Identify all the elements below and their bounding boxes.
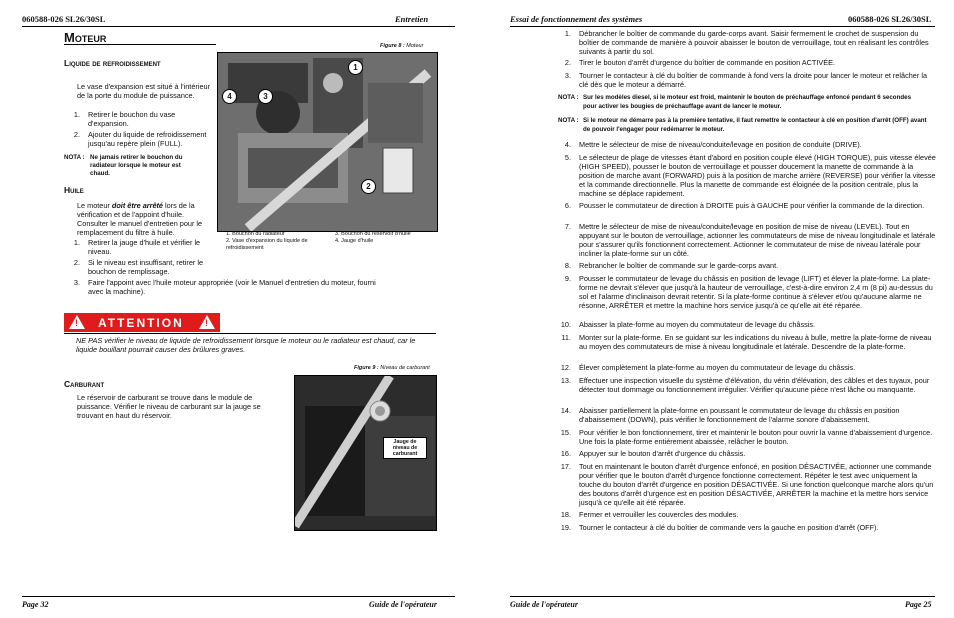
- attention-banner: [64, 313, 220, 332]
- fig8-callout-2: 2: [361, 179, 376, 194]
- title-rule: [64, 44, 216, 45]
- nota2-label: NOTA :: [558, 117, 579, 124]
- nota1-label: NOTA :: [558, 94, 579, 101]
- liquide-paragraph: Le vase d'expansion est situé à l'intérieur de la porte du module de puissance.: [77, 82, 210, 100]
- fig9-caption: Figure 9 : Niveau de carburant: [354, 365, 430, 371]
- right-footer-rule: [510, 596, 935, 597]
- right-page: Essai de fonctionnement des systèmes 060588-026 SL26/30SL 1. Débrancher le boîtier de commande du garde-corps avant. Saisir fermement le crochet de suspension du boîtier de commande de manière à pouvoir abaisser le bouton de verrouillage, tout en réalisant les contrôles suivants à partir du sol. 2. Tirer le bouton d'arrêt d'urgence du boîtier de commande en position ACTIVÉE. 3. Tourner le contacteur à clé du boîtier de commande à fond vers la droite pour lancer le moteur et relâcher la clé dès que le moteur a démarré. NOTA : Sur les modèles diesel, si le moteur est froid, maintenir le bouton de préchauffage enfoncé pendant 6 secondes pour activer les bougies de préchauffage avant de lancer le moteur. NOTA : Si le moteur ne démarre pas à la première tentative, il faut remettre le contacteur à clé en position d'arrêt (OFF) avant de pouvoir l'engager pour redémarrer le moteur. 4. Mettre le sélecteur de mise de niveau/conduite/levage en position de conduite (DRIVE). 5. Le sélecteur de plage de vitesses étant d'abord en position couple élevé (HIGH TORQUE), puis vitesse élevée (HIGH SPEED), pousser le bouton de verrouillage et pousser doucement la manette de commande à la position de marche avant (FORWARD) puis à la position de marche arrière (REVERSE) pour vérifier la vitesse et la commande directionnelle. Plus la manette de commande est éloignée de la position centrale, plus la machine se déplace rapidement. 6. Pousser le commutateur de direction à DROITE puis à GAUCHE pour vérifier la commande de la direction. 7. Mettre le sélecteur de mise de niveau/conduite/levage en position de mise de niveau (LEVEL). Tout en appuyant sur le bouton de verrouillage, actionner les commutateurs de mise de niveau longitudinale et latérale pour s'assurer qu'ils fonctionnent correctement. Actionner le commutateur de mise de niveau latérale pour incliner la plate-forme sur un côté. 8. Rebrancher le boîtier de commande sur le garde-corps avant. 9. Pousser le commutateur de levage du châssis en position de levage (LIFT) et élever la plate-forme. La plate-forme ne devrait s'élever que jusqu'à la hauteur de verrouillage, c'est-à-dire environ 2,4 m (8 pi) au-dessus du sol et l'alarme d'inclinaison devrait retentir. Si la plate-forme continue à s'élever et/ou qu'aucune alarme ne résonne, ARRÊTER et mettre la machine hors service jusqu'à ce qu'elle ait été réparée. 10. Abaisser la plate-forme au moyen du commutateur de levage du châssis. 11. Monter sur la plate-forme. En se guidant sur les indications du niveau à bulle, mettre la plate-forme de niveau au moyen des commutateurs de mise à niveau longitudinale et latérale. Descendre de la plate-forme. 12. Élever complètement la plate-forme au moyen du commutateur de levage du châssis. 13. Effectuer une inspection visuelle du système d'élévation, du vérin d'élévation, des câbles et des tuyaux, pour détecter tout dommage ou fonctionnement irrégulier. Vérifier qu'aucune pièce n'est lâche ou manquante. 14. Abaisser partiellement la plate-forme en poussant le commutateur de levage du châssis en position d'abaissement (DOWN), puis vérifier le fonctionnement de l'alarme sonore d'abaissement. 15. Pour vérifier le bon fonctionnement, tirer et maintenir le bouton pour ouvrir la vanne d'abaissement d'urgence. Une fois la plate-forme entièrement abaissée, relâcher le bouton. 16. Appuyer sur le bouton d'arrêt d'urgence du châssis. 17. Tout en maintenant le bouton d'arrêt d'urgence enfoncé, en position DÉSACTIVÉE, actionner une commande pour vérifier que le bouton d'arrêt d'urgence fonctionne correctement. Répéter le test avec uniquement la touche du bouton d'arrêt d'urgence en position DÉSACTIVÉE. Si une fonction quelconque marche alors qu'un des boutons d'arrêt d'urgence est en position DÉSACTIVÉE, ARRÊTER la machine et la mettre hors service jusqu'à ce qu'elle ait été réparée. 18. Fermer et verrouiller les couvercles des modules. 19. Tourner le contacteur à clé du boîtier de commande vers la gauche en position d'arrêt (OFF). Guide de l'opérateur Page 25: [510, 14, 936, 609]
- fig8-legend-4: 4. Jauge d'huile: [335, 238, 374, 244]
- right-footer-right: Page 25: [905, 600, 932, 609]
- right-header-rule: [510, 26, 935, 27]
- nota1-text: Sur les modèles diesel, si le moteur est froid, maintenir le bouton de préchauffage enfoncé pendant 6 secondes pour activer les bougies de préchauffage avant de lancer le moteur.: [583, 94, 912, 110]
- left-footer-rule: [22, 596, 455, 597]
- left-footer-left: Page 32: [22, 600, 49, 609]
- right-header-right: 060588-026 SL26/30SL: [848, 14, 932, 24]
- left-page: 060588-026 SL26/30SL Entretien Moteur Figure 8 : Moteur Liquide de refroidissement Le vase d'expansion est situé à l'intérieur de la porte du module de puissance. 1. Retirer le bouchon du vase d'expansion. 2. Ajouter du liquide de refroidissement jusqu'au repère plein (FULL). NOTA : Ne jamais retirer le bouchon du radiateur lorsque le moteur est chaud. Huile Le moteur doit être arrêté lors de la vérification et de l'appoint d'huile. Consulter le manuel d'entretien pour le remplacement du filtre à huile. 1. Retirer la jauge d'huile et vérifier le niveau. 2. Si le niveau est insuffisant, retirer le bouchon de remplissage. 3. Faire l'appoint avec l'huile moteur appropriée (voir le Manuel d'entretien du moteur, fourni avec la machine). 1 2 3 4 1. Bouchon du radiateur 2. Vase d'expansion du liquide de refroidissement 3. Bouchon du réservoir d'huile 4. Jauge d'huile ! ATTENTION ! NE PAS vérifier le niveau de liquide de refroidissement lorsque le moteur ou le radiateur est chaud, car le liquide bouillant pourrait causer des brûlures graves. Figure 9 : Niveau de carburant Carburant Le réservoir de carburant se trouve dans le module de puissance. Vérifier le niveau de carburant sur la jauge se trouvant en haut du réservoir. Jauge de niveau de carburant Page 32 Guide de l'opérateur: [0, 0, 477, 618]
- attention-text: NE PAS vérifier le niveau de liquide de refroidissement lorsque le moteur ou le radiateur est chaud, car le liquide bouillant pourrait causer des brûlures graves.: [76, 336, 416, 354]
- engine-illustration: [218, 53, 437, 231]
- nota-text: Ne jamais retirer le bouchon du radiateur lorsque le moteur est chaud.: [90, 154, 183, 177]
- fig8-callout-3: 3: [258, 89, 273, 104]
- section-title-moteur: Moteur: [64, 30, 107, 45]
- fig8-callout-1: 1: [348, 60, 363, 75]
- right-header-left: Essai de fonctionnement des systèmes: [510, 14, 643, 24]
- nota-label: NOTA :: [64, 154, 85, 161]
- fig8-legend-2: 2. Vase d'expansion du liquide de refroidissement: [226, 238, 308, 251]
- fig8-engine-photo: [217, 52, 438, 232]
- warning-icon-right: !: [199, 315, 215, 329]
- fig8-legend-3: 3. Bouchon du réservoir d'huile: [335, 231, 411, 237]
- attention-rule: [64, 333, 436, 334]
- subheading-liquide: Liquide de refroidissement: [64, 58, 161, 68]
- attention-label: ATTENTION: [98, 316, 184, 330]
- left-footer-right: Guide de l'opérateur: [369, 600, 437, 609]
- left-header-rule: [22, 26, 455, 27]
- right-footer-left: Guide de l'opérateur: [510, 600, 578, 609]
- huile-paragraph: Le moteur doit être arrêté lors de la vérification et de l'appoint d'huile. Consulter le manuel d'entretien pour le remplacement du filtre à huile.: [77, 201, 203, 237]
- carburant-paragraph: Le réservoir de carburant se trouve dans le module de puissance. Vérifier le niveau de carburant sur la jauge se trouvant en haut du réservoir.: [77, 393, 261, 420]
- fig8-caption: Figure 8 : Moteur: [380, 43, 424, 49]
- warning-icon: !: [69, 315, 85, 329]
- fig9-gauge-label: Jauge de niveau de carburant: [383, 437, 427, 459]
- left-header-right: Entretien: [395, 14, 429, 24]
- nota2-text: Si le moteur ne démarre pas à la première tentative, il faut remettre le contacteur à clé en position d'arrêt (OFF) avant de pouvoir l'engager pour redémarrer le moteur.: [583, 117, 927, 133]
- fig8-callout-4: 4: [222, 89, 237, 104]
- left-header-left: 060588-026 SL26/30SL: [22, 14, 106, 24]
- fig8-legend-1: 1. Bouchon du radiateur: [226, 231, 285, 237]
- subheading-huile: Huile: [64, 185, 84, 195]
- subheading-carburant: Carburant: [64, 379, 105, 389]
